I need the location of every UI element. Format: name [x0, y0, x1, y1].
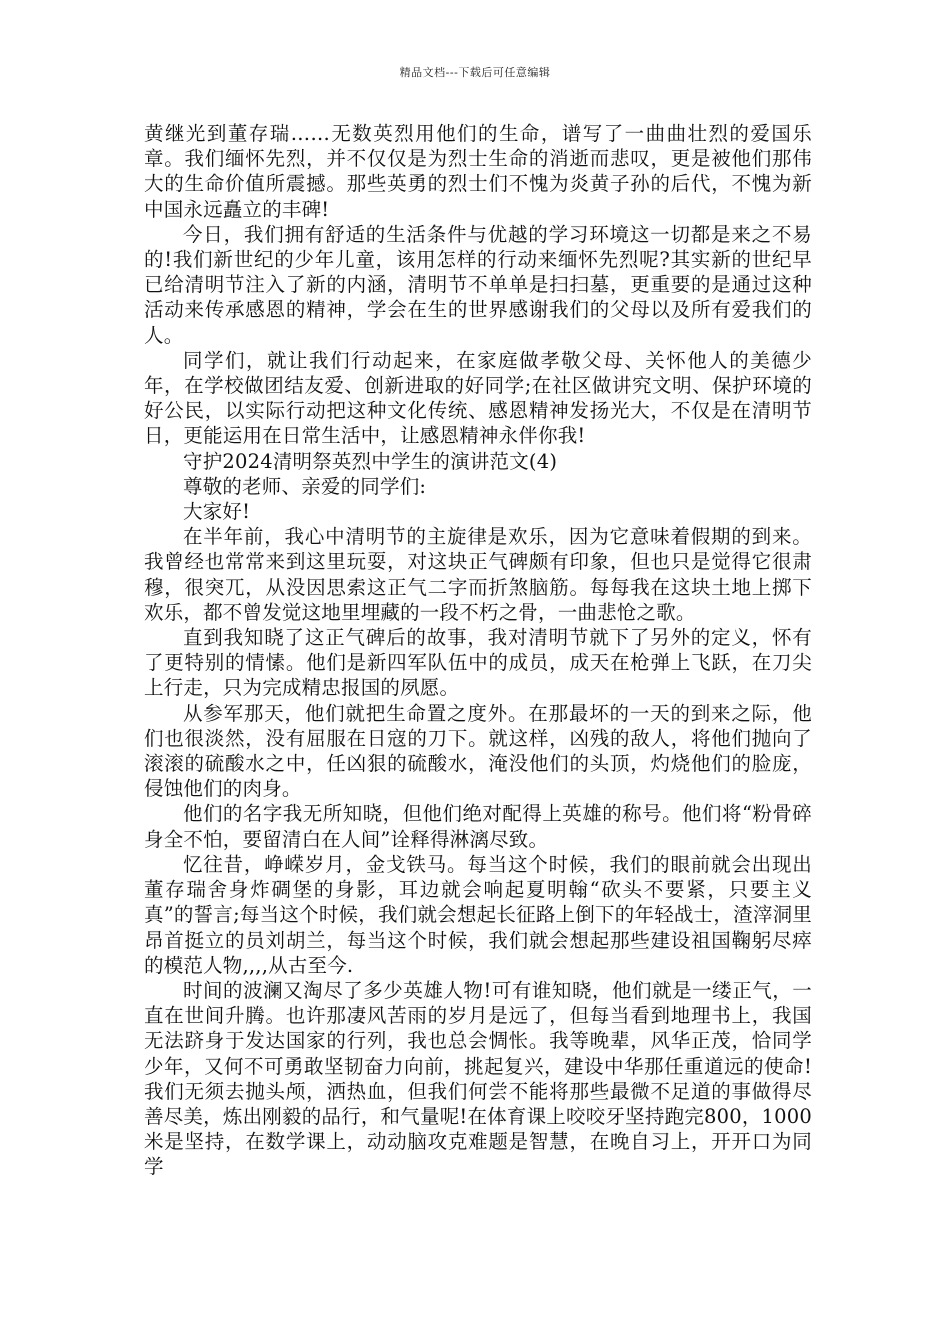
paragraph-2: 今日，我们拥有舒适的生活条件与优越的学习环境这一切都是来之不易的!我们新世纪的少年儿童，该用怎样的行动来缅怀先烈呢?其实新的世纪早已给清明节注入了新的内涵，清明节不单单是扫扫墓，更重要的是通过这种活动来传承感恩的精神，学会在生的世界感谢我们的父母以及所有爱我们的人。	[144, 222, 812, 347]
paragraph-12: 时间的波澜又淘尽了多少英雄人物!可有谁知晓，他们就是一缕正气，一直在世间升腾。也许那凄风苦雨的岁月是远了，但每当看到地理书上，我国无法跻身于发达国家的行列，我也总会惆怅。我等晚辈，风华正茂，恰同学少年，又何不可勇敢坚韧奋力向前，挑起复兴，建设中华那任重道远的使命!我们无须去抛头颅，洒热血，但我们何尝不能将那些最微不足道的事做得尽善尽美，炼出刚毅的品行，和气量呢!在体育课上咬咬牙坚持跑完800，1000米是坚持，在数学课上，动动脑攻克难题是智慧，在晚自习上，开开口为同学	[144, 978, 812, 1179]
greeting: 大家好!	[183, 500, 251, 524]
paragraph-1: 黄继光到董存瑞……无数英烈用他们的生命，谱写了一曲曲壮烈的爱国乐章。我们缅怀先烈，并不仅仅是为烈士生命的消逝而悲叹，更是被他们那伟大的生命价值所震撼。那些英勇的烈士们不愧为炎黄子孙的后代，不愧为新中国永远矗立的丰碑!	[144, 122, 812, 221]
paragraph-9: 从参军那天，他们就把生命置之度外。在那最坏的一天的到来之际，他们也很淡然，没有屈服在日寇的刀下。就这样，凶残的敌人，将他们抛向了滚滚的硫酸水之中，任凶狠的硫酸水，淹没他们的头顶，灼烧他们的脸庞，侵蚀他们的肉身。	[144, 701, 812, 801]
salutation: 尊敬的老师、亲爱的同学们:	[183, 474, 427, 498]
page-header: 精品文档---下载后可任意编辑	[399, 66, 551, 79]
paragraph-11: 忆往昔，峥嵘岁月，金戈铁马。每当这个时候，我们的眼前就会出现出董存瑞舍身炸碉堡的身影，耳边就会响起夏明翰“砍头不要紧，只要主义真”的誓言;每当这个时候，我们就会想起长征路上倒下的年轻战士，渣滓洞里昂首挺立的员刘胡兰，每当这个时候，我们就会想起那些建设祖国鞠躬尽瘁的模范人物,,,,从古至今.	[144, 852, 812, 977]
speech-title: 守护2024清明祭英烈中学生的演讲范文(4)	[183, 449, 558, 473]
paragraph-7: 在半年前，我心中清明节的主旋律是欢乐，因为它意味着假期的到来。我曾经也常常来到这里玩耍，对这块正气碑颇有印象，但也只是觉得它很肃穆，很突兀，从没因思索这正气二字而折煞脑筋。每每我在这块土地上掷下欢乐，都不曾发觉这地里埋藏的一段不朽之骨，一曲悲怆之歌。	[144, 525, 812, 624]
paragraph-10: 他们的名字我无所知晓，但他们绝对配得上英雄的称号。他们将“粉骨碎身全不怕，要留清白在人间”诠释得淋漓尽致。	[144, 802, 812, 851]
paragraph-3: 同学们，就让我们行动起来，在家庭做孝敬父母、关怀他人的美德少年，在学校做团结友爱、创新进取的好同学;在社区做讲究文明、保护环境的好公民，以实际行动把这种文化传统、感恩精神发扬光大，不仅是在清明节日，更能运用在日常生活中，让感恩精神永伴你我!	[144, 348, 812, 448]
document-body	[144, 121, 812, 1180]
paragraph-8: 直到我知晓了这正气碑后的故事，我对清明节就下了另外的定义，怀有了更特别的情愫。他们是新四军队伍中的成员，成天在枪弹上飞跃，在刀尖上行走，只为完成精忠报国的夙愿。	[144, 626, 812, 700]
